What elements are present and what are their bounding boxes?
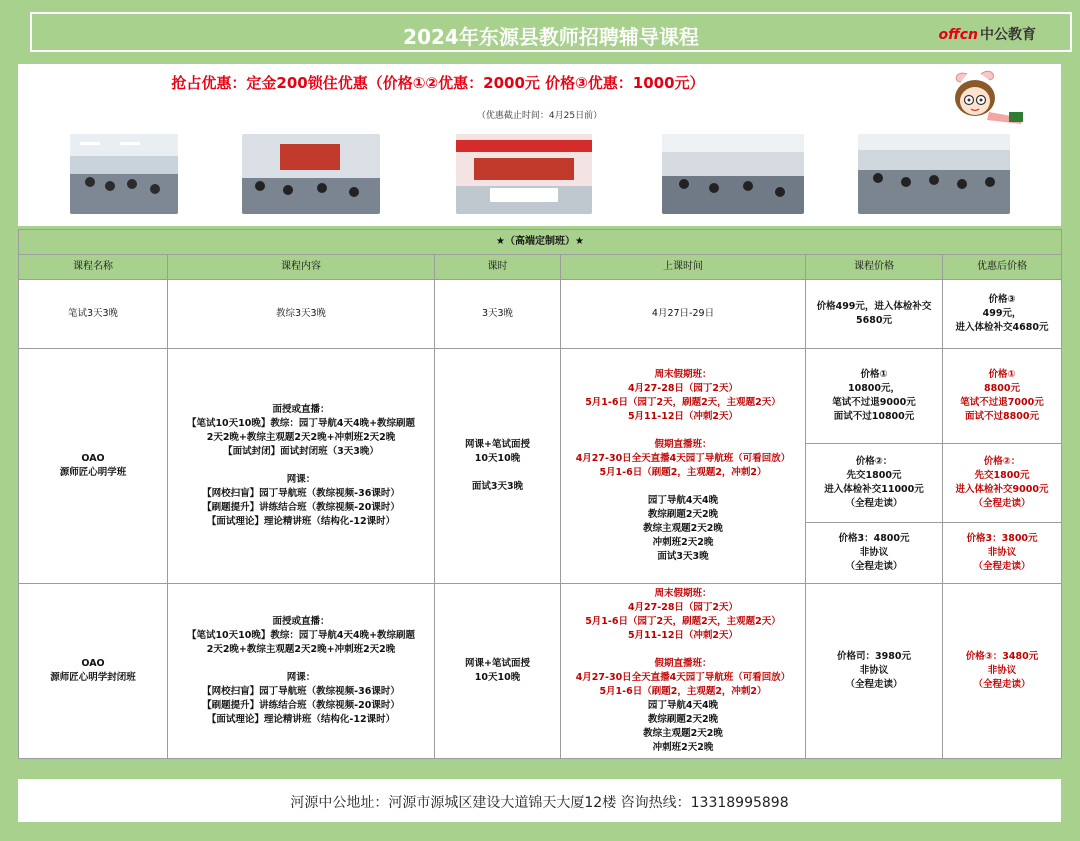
table-row [19,280,1062,349]
office-lobby-photo [456,134,592,214]
logo-en: offcn [938,27,978,43]
course-price: 价格司：3980元 非协议 （全程走读） [806,584,943,759]
promo-panel [18,64,1061,226]
promo-headline: 抢占优惠：定金200锁住优惠（价格①②优惠：2000元 价格③优惠：1000元） [171,74,705,92]
course-name: OAO 源师匠心明学班 [19,349,168,584]
promo-deadline: （优惠截止时间：4月25日前） [476,111,603,121]
course-name: 笔试3天3晚 [19,280,168,349]
classroom-photo-1 [70,134,178,214]
course-price: 价格499元，进入体检补交 5680元 [806,280,943,349]
course-price-3: 价格3：4800元 非协议 （全程走读） [806,523,943,584]
course-content: 面授或直播： 【笔试10天10晚】教综：园丁导航4天4晚+教综刷题 2天2晚+教综主观题2天2晚+冲刺班2天2晚 网课： 【网校扫盲】园丁导航班（教综视频-36课时） 【刷题提升】讲练结合班（教综视频-20课时） 【面试理论】理论精讲班（结构化-12课时） [168,584,435,759]
classroom-photo-3 [662,134,804,214]
course-name: OAO 源师匠心明学封闭班 [19,584,168,759]
course-discount-price-3: 价格3：3800元 非协议 （全程走读） [943,523,1062,584]
course-schedule: 周末假期班： 4月27-28日（园丁2天） 5月1-6日（园丁2天，刷题2天，主观题2天） 5月11-12日（冲刺2天） 假期直播班： 4月27-30日全天直播4天园丁导航班（可看回放） 5月1-6日（刷题2，主观题2，冲刺2） 园丁导航4天4晚 教综刷题2天2晚 教综主观题2天2晚 冲刺班2天2晚 面试3天3晚 [561,349,806,584]
course-content: 面授或直播： 【笔试10天10晚】教综：园丁导航4天4晚+教综刷题 2天2晚+教综主观题2天2晚+冲刺班2天2晚 【面试封闭】面试封闭班（3天3晚） 网课： 【网校扫盲】园丁导航班（教综视频-36课时） 【刷题提升】讲练结合班（教综视频-20课时） 【面试理论】理论精讲班（结构化-12课时） [168,349,435,584]
classroom-photo-4 [858,134,1010,214]
page-title: 2024年东源县教师招聘辅导课程 [403,25,699,49]
header-hours: 课时 [435,255,561,280]
course-discount-price-1: 价格① 8800元 笔试不过退7000元 面试不过8800元 [943,349,1062,444]
page-banner [30,12,1072,52]
brand-logo [938,24,1036,44]
course-hours: 网课+笔试面授 10天10晚 面试3天3晚 [435,349,561,584]
contact-footer [18,779,1061,822]
logo-cn: 中公教育 [980,27,1036,43]
course-discount-price: 价格③：3480元 非协议 （全程走读） [943,584,1062,759]
mascot-illustration [947,68,1037,130]
course-content: 教综3天3晚 [168,280,435,349]
course-price-2: 价格②： 先交1800元 进入体检补交11000元 （全程走读） [806,444,943,523]
contact-info: 河源中公地址：河源市源城区建设大道锦天大厦12楼 咨询热线：13318995898 [290,795,789,811]
header-course-content: 课程内容 [168,255,435,280]
header-schedule: 上课时间 [561,255,806,280]
classroom-photo-2 [242,134,380,214]
section-title: ★（高端定制班）★ [19,230,1062,255]
course-discount-price: 价格③ 499元， 进入体检补交4680元 [943,280,1062,349]
course-discount-price-2: 价格②： 先交1800元 进入体检补交9000元 （全程走读） [943,444,1062,523]
header-price: 课程价格 [806,255,943,280]
course-price-1: 价格① 10800元， 笔试不过退9000元 面试不过10800元 [806,349,943,444]
header-discount-price: 优惠后价格 [943,255,1062,280]
table-row [19,349,1062,444]
course-schedule: 周末假期班： 4月27-28日（园丁2天） 5月1-6日（园丁2天，刷题2天，主观题2天） 5月11-12日（冲刺2天） 假期直播班： 4月27-30日全天直播4天园丁导航班（可看回放） 5月1-6日（刷题2，主观题2，冲刺2） 园丁导航4天4晚 教综刷题2天2晚 教综主观题2天2晚 冲刺班2天2晚 [561,584,806,759]
course-table-wrap [18,229,1061,759]
course-hours: 3天3晚 [435,280,561,349]
header-course-name: 课程名称 [19,255,168,280]
course-table [18,229,1062,759]
table-row [19,584,1062,759]
course-hours: 网课+笔试面授 10天10晚 [435,584,561,759]
course-schedule: 4月27日-29日 [561,280,806,349]
